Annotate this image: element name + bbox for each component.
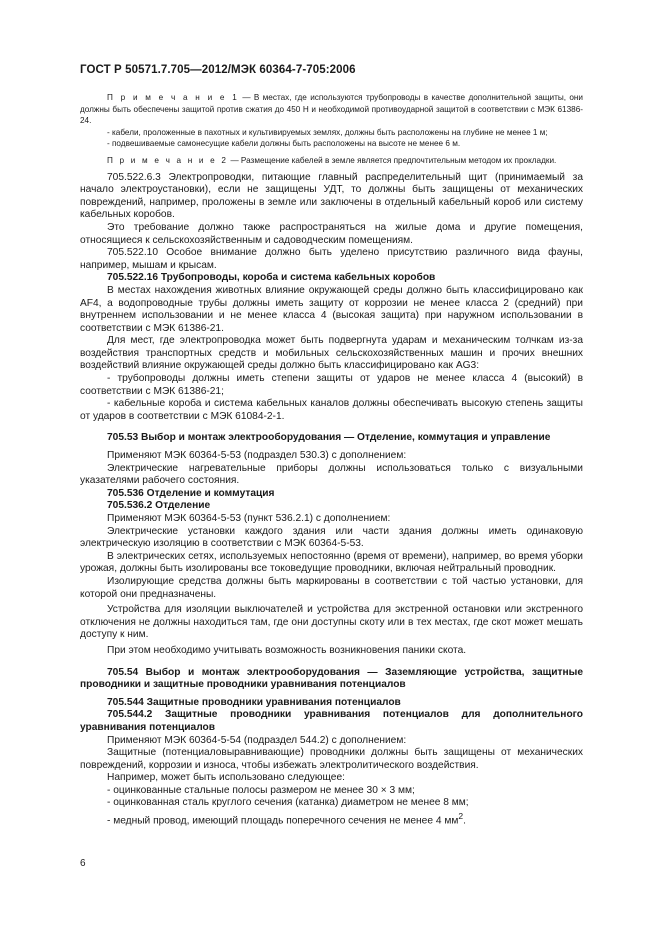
note-1 bbox=[80, 92, 583, 127]
paragraph: 705.522.10 Особое внимание должно быть уделено присутствию различного вида фауны, например, мышам и крысам. bbox=[80, 247, 583, 271]
note-1-text: — В местах, где используются трубопроводы в качестве дополнительной защиты, они должны быть обеспечены защитой против сжатия до 450 Н и необходимой противоударной защитой в соответствии с МЭК 61386-24. bbox=[80, 93, 583, 126]
list-item-end: . bbox=[463, 815, 466, 827]
paragraph: При этом необходимо учитывать возможность возникновения паники скота. bbox=[107, 644, 467, 656]
paragraph: В электрических сетях, используемых непостоянно (время от времени), например, во время уборки урожая, должны быть изолированы все токоведущие проводники, включая нейтральный проводник. bbox=[80, 550, 583, 575]
note-bullet: - кабели, проложенные в пахотных и культивируемых землях, должны быть расположены на глубине не менее 1 м; bbox=[107, 127, 548, 137]
paragraph: Электрические нагревательные приборы должны использоваться только с визуальными указателями рабочего состояния. bbox=[80, 462, 583, 487]
paragraph: Защитные (потенциаловыравнивающие) проводники должны быть защищены от механических повреждений, коррозии и износа, чтобы избежать электролитического воздействия. bbox=[80, 747, 583, 771]
paragraph: В местах нахождения животных влияние окружающей среды должно быть классифицировано как AF4, а водопроводные трубы должны иметь защиту от коррозии не менее класса 2 (средний) при внутреннем использовании и не менее класса 4 (высокая защита) при наружном использовании в соответствии с МЭК 61386-21. bbox=[80, 284, 583, 334]
section-heading: 705.536 Отделение и коммутация bbox=[107, 487, 275, 499]
paragraph: Для мест, где электропроводка может быть подвергнута ударам и механическим толчкам из-за воздействия транспортных средств и мобильных сельскохозяйственных машин и прочих внешних воздействий влияние окружающей среды должно быть классифицировано как AG3: bbox=[80, 335, 583, 372]
paragraph: Изолирующие средства должны быть маркированы в соответствии с той частью установки, для которой они предназначены. bbox=[80, 575, 583, 600]
paragraph: Применяют МЭК 60364-5-54 (подраздел 544.2) с дополнением: bbox=[107, 734, 407, 746]
document-body bbox=[80, 92, 583, 828]
paragraph: Электрические установки каждого здания или части здания должны иметь одинаковую электрическую изоляцию в соответствии с МЭК 60364-5-53. bbox=[80, 525, 583, 550]
list-item: - трубопроводы должны иметь степени защиты от ударов не менее класса 4 (высокий) в соответствии с МЭК 61386-21; bbox=[80, 373, 583, 397]
section-heading: 705.53 Выбор и монтаж электрооборудования — Отделение, коммутация и управление bbox=[107, 432, 551, 444]
paragraph: Например, может быть использовано следующее: bbox=[107, 772, 345, 784]
list-item bbox=[80, 810, 583, 828]
list-item: - оцинкованные стальные полосы размером не менее 30 × 3 мм; bbox=[107, 784, 415, 796]
list-item-text: - медный провод, имеющий площадь поперечного сечения не менее 4 мм bbox=[107, 815, 459, 827]
paragraph: Устройства для изоляции выключателей и устройства для экстренной остановки или экстренного отключения не должны находиться там, где они доступны скоту или в тех местах, где скот может мешать доступу к ним. bbox=[80, 604, 583, 641]
superscript: 2 bbox=[458, 811, 464, 822]
list-item: - кабельные короба и система кабельных каналов должны обеспечивать высокую степень защиты от ударов в соответствии с МЭК 61084-2-1. bbox=[80, 398, 583, 422]
document-header: ГОСТ Р 50571.7.705—2012/МЭК 60364-7-705:2006 bbox=[80, 64, 356, 76]
section-heading: 705.54 Выбор и монтаж электрооборудования — Заземляющие устройства, защитные проводники и защитные проводники уравнивания потенциалов bbox=[80, 666, 583, 691]
note-1-label: П р и м е ч а н и е 1 bbox=[107, 93, 239, 102]
note-2-text: — Размещение кабелей в земле является предпочтительным методом их прокладки. bbox=[228, 155, 557, 165]
paragraph: Применяют МЭК 60364-5-53 (подраздел 530.3) с дополнением: bbox=[107, 450, 407, 462]
section-heading: 705.536.2 Отделение bbox=[107, 500, 211, 512]
paragraph: Применяют МЭК 60364-5-53 (пункт 536.2.1) с дополнением: bbox=[107, 513, 391, 524]
section-heading: 705.544.2 Защитные проводники уравнивания потенциалов для дополнительного уравнивания потенциалов bbox=[80, 709, 583, 733]
section-heading: 705.544 Защитные проводники уравнивания потенциалов bbox=[107, 696, 401, 708]
page-number: 6 bbox=[80, 858, 86, 869]
paragraph: Это требование должно также распространяться на жилые дома и другие помещения, относящиеся к сельскохозяйственным и садоводческим помещениям. bbox=[80, 221, 583, 246]
section-heading: 705.522.16 Трубопроводы, короба и система кабельных коробов bbox=[107, 272, 436, 284]
note-2 bbox=[80, 155, 583, 167]
note-bullet: - подвешиваемые самонесущие кабели должны быть расположены на высоте не менее 6 м. bbox=[107, 139, 461, 149]
list-item: - оцинкованная сталь круглого сечения (катанка) диаметром не менее 8 мм; bbox=[107, 797, 469, 809]
note-2-label: П р и м е ч а н и е 2 bbox=[107, 155, 229, 165]
paragraph: 705.522.6.3 Электропроводки, питающие главный распределительный щит (принимаемый за начало электроустановки), если не защищены УДТ, то должны быть защищены от механических повреждений, например, проложены в земле или заключены в отдельный кабельный короб или систему кабельных коробов. bbox=[80, 171, 583, 221]
